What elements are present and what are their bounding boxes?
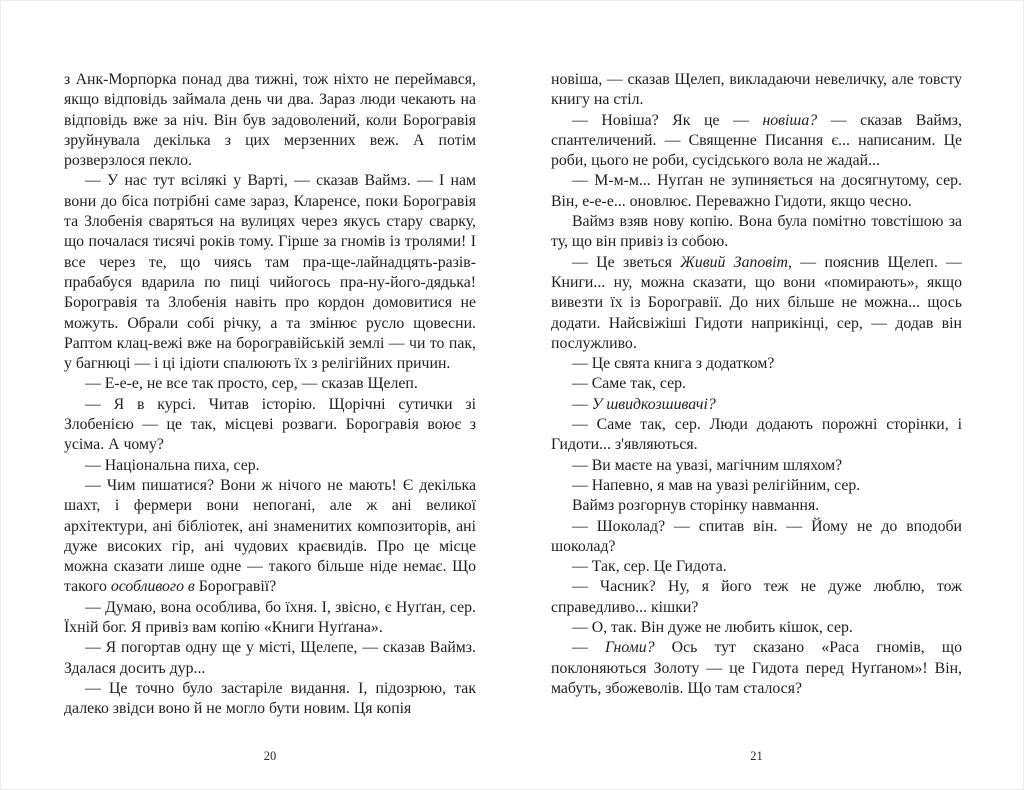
paragraph: — У швидкозшивачі? [572, 395, 716, 413]
paragraph: — Так, сер. Це Гидота. [572, 558, 727, 576]
page-left-text [64, 70, 476, 720]
paragraph: — Новіша? Як це — новіша? — сказав Ваймз, спантеличений. — Священне Писання є... написаним. Це роби, цього не роби, сусідського вола не жадай... [551, 111, 962, 170]
paragraph: — Думаю, вона особлива, бо їхня. І, звісно, є Нуґґан, сер. Їхній бог. Я привіз вам копію «Книги Нуґґана». [64, 598, 476, 637]
page-right [512, 0, 1024, 790]
paragraph: — Гноми? Ось тут сказано «Раса гномів, що поклоняються Золоту — це Гидота перед Нуґґаном»! Він, мабуть, збожеволів. Що там сталося? [551, 639, 962, 697]
paragraph: — Напевно, я мав на увазі релігійним, сер. [572, 476, 861, 494]
paragraph: Ваймз взяв нову копію. Вона була помітно товстішою за ту, що він привіз із собою. [551, 213, 962, 251]
paragraph: — Національна пиха, сер. [85, 456, 260, 474]
paragraph: — М-м-м... Нуґґан не зупиняється на досягнутому, сер. Він, е-е-е... оновлює. Переважно Гидоти, якщо чесно. [551, 172, 962, 210]
paragraph: — Це свята книга з додатком? [572, 355, 775, 373]
paragraph: — Чим пишатися? Вони ж нічого не мають! Є декілька шахт, і фермери вони непогані, але ж ані великої архітектури, ані бібліотек, ані знаменитих композиторів, ані дуже високих гір, ані чудових краєвидів. Про це місце можна сказати лише одне — такого більше ніде немає. Що такого особливого в Борогравії? [64, 476, 476, 596]
page-left-number: 20 [263, 749, 277, 763]
paragraph: — У нас тут всілякі у Варті, — сказав Ваймз. — І нам вони до біса потрібні саме зараз, Кларенсе, поки Борогравія та Злобенія сваряться на вулицях через якусь стару сварку, що почалася тисячі років тому. Гірше за гномів із тролями! І все через те, що чиясь там пра-ще-лайнадцять-разів-прабабуся вдарила по пиці чийогось пра-ну-його-дядька! Борогравія та Злобенія навіть про кордон домовитися не можуть. Обрали собі річку, а та змінює русло щовесни. Раптом клац-вежі вже на борогравійській землі — чи то пак, у багнюці — і ці ідіоти спалюють їх з релігійних причин. [64, 172, 476, 373]
paragraph: Ваймз розгорнув сторінку навмання. [572, 497, 820, 515]
paragraph: — Шоколад? — спитав він. — Йому не до вподоби шоколад? [551, 517, 962, 555]
paragraph: — Е-е-е, не все так просто, сер, — сказав Щелеп. [85, 375, 418, 393]
paragraph: — О, так. Він дуже не любить кішок, сер. [572, 619, 853, 637]
paragraph: з Анк-Морпорка понад два тижні, тож ніхто не переймався, якщо відповідь займала день чи два. Зараз люди чекають на відповідь вже за ніч. Він був задоволений, коли Борогравія зруйнувала декілька з цих мерзенних веж. А потім розверзлося пекло. [64, 71, 476, 170]
paragraph: — Саме так, сер. Люди додають порожні сторінки, і Гидоти... з'являються. [551, 416, 962, 454]
paragraph: новіша, — сказав Щелеп, викладаючи невеличку, але товсту книгу на стіл. [551, 71, 962, 109]
paragraph: — Я в курсі. Читав історію. Щорічні сутички зі Злобенією — це так, місцеві розваги. Борогравія воює з усіма. А чому? [64, 395, 476, 454]
page-right-text [551, 70, 962, 699]
paragraph: — Це точно було застаріле видання. І, підозрюю, так далеко звідси воно й не могло бути новим. Ця копія [64, 679, 476, 718]
paragraph: — Це зветься Живий Заповіт, — пояснив Щелеп. — Книги... ну, можна сказати, що вони «помирають», якщо вивезти їх із Борогравії. До них більше не можна... щось додати. Найсвіжіші Гидоти наприкінці, сер, — додав він послужливо. [551, 253, 962, 352]
paragraph: — Я погортав одну ще у місті, Щелепе, — сказав Ваймз. Здалася досить дур... [64, 639, 476, 677]
page-right-number: 21 [750, 749, 763, 763]
paragraph: — Ви маєте на увазі, магічним шляхом? [572, 456, 843, 474]
paragraph: — Часник? Ну, я його теж не дуже люблю, тож справедливо... кішки? [551, 578, 962, 616]
paragraph: — Саме так, сер. [572, 375, 686, 393]
